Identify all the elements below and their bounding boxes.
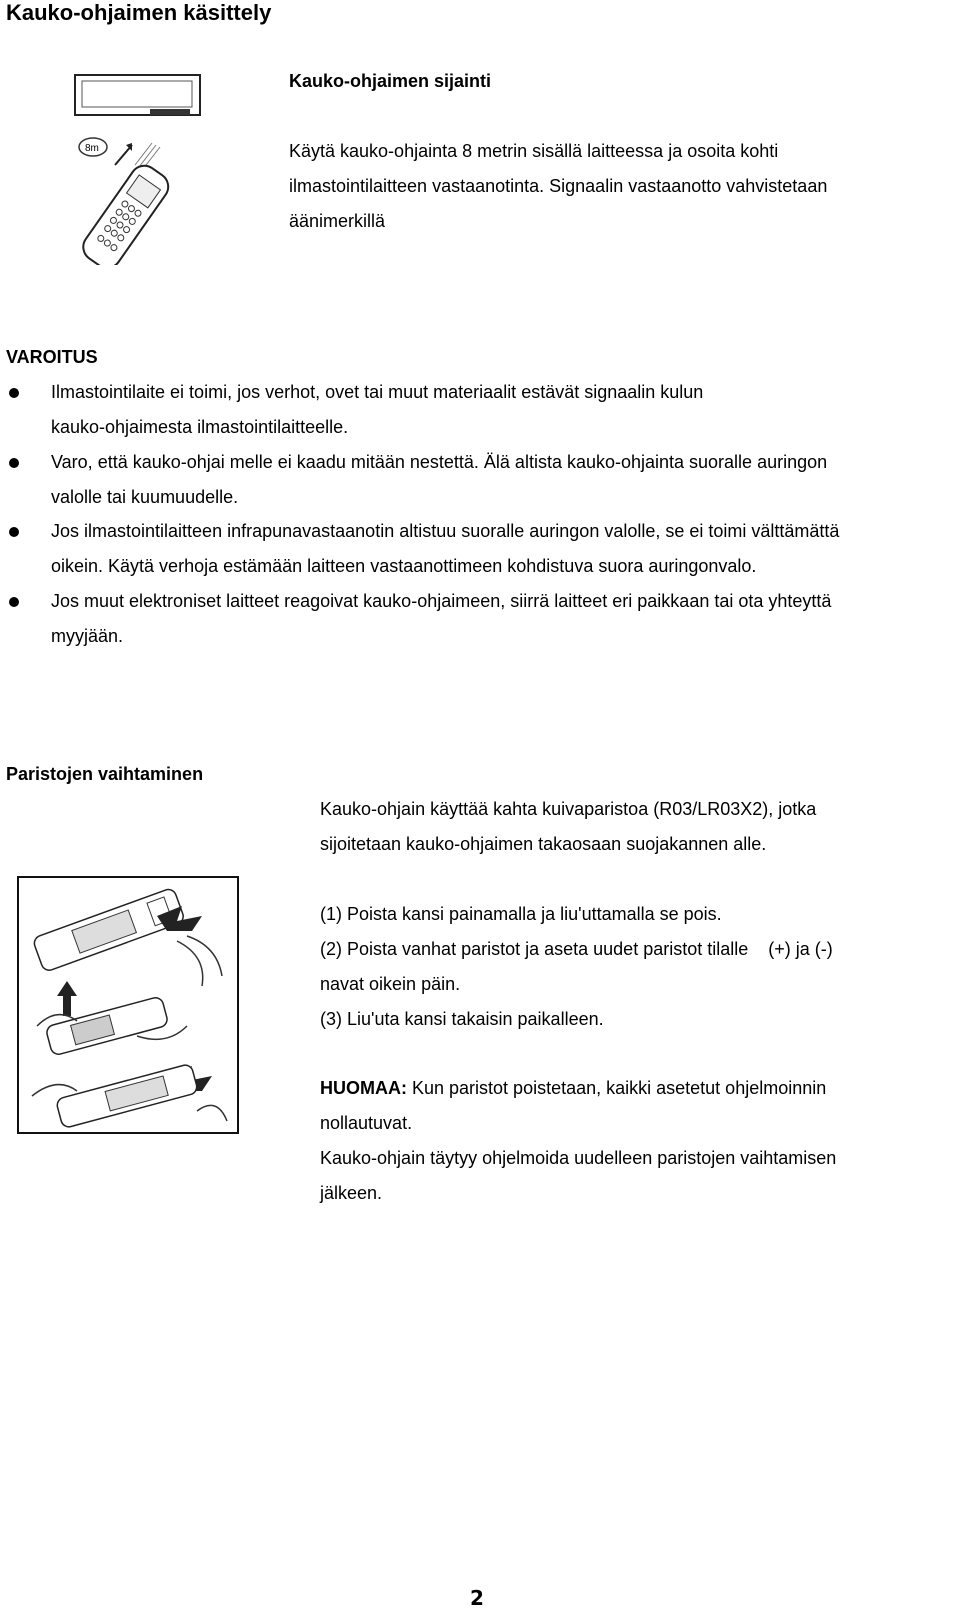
bullet-icon xyxy=(9,597,19,607)
location-text-line: äänimerkillä xyxy=(289,211,386,231)
page-number: 2 xyxy=(470,1586,484,1610)
warning-item-line: Jos muut elektroniset laitteet reagoivat kauko-ohjaimeen, siirrä laitteet eri paikkaan tai ota yhteyttä xyxy=(51,591,832,611)
page-title: Kauko-ohjaimen käsittely xyxy=(6,0,272,25)
battery-step: navat oikein päin. xyxy=(320,974,461,994)
note-line: nollautuvat. xyxy=(320,1113,413,1133)
battery-step: (1) Poista kansi painamalla ja liu'uttamalla se pois. xyxy=(320,904,722,924)
location-text-line: Käytä kauko-ohjainta 8 metrin sisällä laitteessa ja osoita kohti xyxy=(289,141,779,161)
note-label: HUOMAA: xyxy=(320,1078,407,1098)
warning-item-line: Jos ilmastointilaitteen infrapunavastaanotin altistuu suoralle auringon valolle, se ei toimi välttämättä xyxy=(51,521,840,541)
warning-item-line: valolle tai kuumuudelle. xyxy=(51,487,239,507)
bullet-icon xyxy=(9,458,19,468)
bullet-icon xyxy=(9,388,19,398)
warning-item-line: oikein. Käytä verhoja estämään laitteen vastaanottimeen kohdistuva suora auringonvalo. xyxy=(51,556,757,576)
bullet-icon xyxy=(9,527,19,537)
warning-heading: VAROITUS xyxy=(6,347,98,367)
batteries-heading: Paristojen vaihtaminen xyxy=(6,764,204,784)
battery-step: (2) Poista vanhat paristot ja aseta uudet paristot tilalle (+) ja (-) xyxy=(320,939,833,959)
warning-item-line: myyjään. xyxy=(51,626,124,646)
warning-item-line: Ilmastointilaite ei toimi, jos verhot, ovet tai muut materiaalit estävät signaalin kulun xyxy=(51,382,704,402)
warning-item-line: Varo, että kauko-ohjai melle ei kaadu mitään nestettä. Älä altista kauko-ohjainta suoralle auringon xyxy=(51,452,828,472)
note-line xyxy=(320,1078,826,1099)
warning-item-line: kauko-ohjaimesta ilmastointilaitteelle. xyxy=(51,417,349,437)
location-text-line: ilmastointilaitteen vastaanotinta. Signaalin vastaanotto vahvistetaan xyxy=(289,176,828,196)
battery-step: (3) Liu'uta kansi takaisin paikalleen. xyxy=(320,1009,604,1029)
note-line: Kauko-ohjain täytyy ohjelmoida uudelleen paristojen vaihtamisen xyxy=(320,1148,837,1168)
note-text: Kun paristot poistetaan, kaikki asetetut ohjelmoinnin xyxy=(407,1078,827,1098)
batteries-intro-line: Kauko-ohjain käyttää kahta kuivaparistoa (R03/LR03X2), jotka xyxy=(320,799,817,819)
ac-remote-illustration xyxy=(60,65,210,265)
batteries-intro-line: sijoitetaan kauko-ohjaimen takaosaan suojakannen alle. xyxy=(320,834,767,854)
location-heading: Kauko-ohjaimen sijainti xyxy=(289,71,492,91)
battery-replacement-illustration xyxy=(17,876,239,1134)
distance-label: 8m xyxy=(85,143,99,154)
note-line: jälkeen. xyxy=(320,1183,383,1203)
